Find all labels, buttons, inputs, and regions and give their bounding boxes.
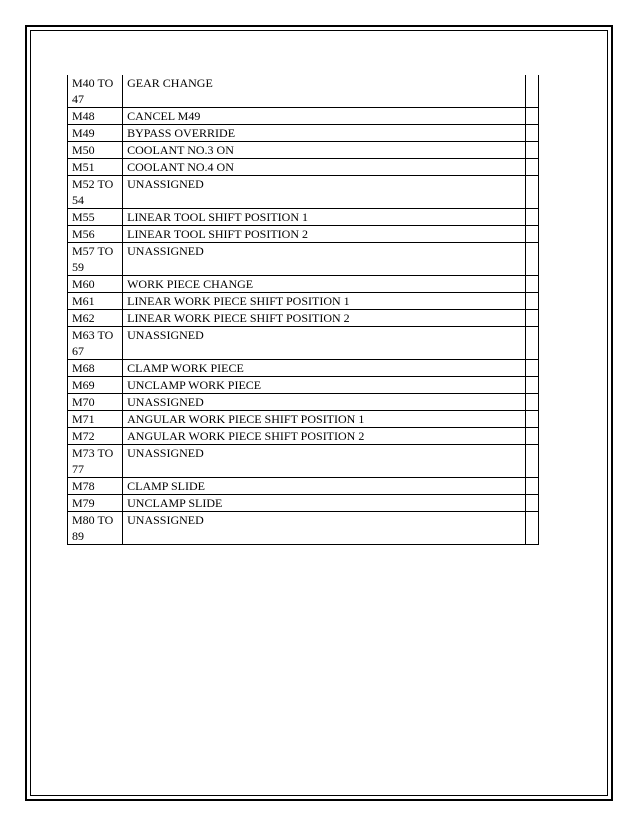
table-row (68, 125, 539, 142)
table-row (68, 75, 539, 108)
description-cell: UNASSIGNED (123, 176, 526, 209)
code-cell: M50 (68, 142, 123, 159)
table-row (68, 176, 539, 209)
blank-cell (525, 411, 538, 428)
description-cell: LINEAR TOOL SHIFT POSITION 1 (123, 209, 526, 226)
description-cell: CLAMP WORK PIECE (123, 360, 526, 377)
m-code-table (67, 75, 539, 545)
description-cell: COOLANT NO.3 ON (123, 142, 526, 159)
description-cell: CANCEL M49 (123, 108, 526, 125)
table-row (68, 327, 539, 360)
blank-cell (525, 445, 538, 478)
code-cell: M40 TO 47 (68, 75, 123, 108)
table-row (68, 512, 539, 545)
description-cell: UNASSIGNED (123, 445, 526, 478)
blank-cell (525, 428, 538, 445)
table-row (68, 428, 539, 445)
blank-cell (525, 125, 538, 142)
code-cell: M72 (68, 428, 123, 445)
code-cell: M69 (68, 377, 123, 394)
description-cell: UNCLAMP WORK PIECE (123, 377, 526, 394)
blank-cell (525, 176, 538, 209)
code-cell: M61 (68, 293, 123, 310)
blank-cell (525, 360, 538, 377)
table-row (68, 108, 539, 125)
blank-cell (525, 293, 538, 310)
blank-cell (525, 108, 538, 125)
m-code-table-body (68, 75, 539, 545)
blank-cell (525, 377, 538, 394)
description-cell: UNASSIGNED (123, 512, 526, 545)
blank-cell (525, 276, 538, 293)
code-cell: M56 (68, 226, 123, 243)
table-row (68, 293, 539, 310)
blank-cell (525, 327, 538, 360)
description-cell: LINEAR TOOL SHIFT POSITION 2 (123, 226, 526, 243)
code-cell: M63 TO 67 (68, 327, 123, 360)
code-cell: M49 (68, 125, 123, 142)
blank-cell (525, 243, 538, 276)
blank-cell (525, 478, 538, 495)
description-cell: UNCLAMP SLIDE (123, 495, 526, 512)
code-cell: M57 TO 59 (68, 243, 123, 276)
blank-cell (525, 159, 538, 176)
table-row (68, 226, 539, 243)
description-cell: ANGULAR WORK PIECE SHIFT POSITION 2 (123, 428, 526, 445)
table-row (68, 411, 539, 428)
code-cell: M80 TO 89 (68, 512, 123, 545)
blank-cell (525, 512, 538, 545)
table-row (68, 445, 539, 478)
description-cell: UNASSIGNED (123, 327, 526, 360)
table-row (68, 478, 539, 495)
code-cell: M52 TO 54 (68, 176, 123, 209)
description-cell: LINEAR WORK PIECE SHIFT POSITION 2 (123, 310, 526, 327)
description-cell: LINEAR WORK PIECE SHIFT POSITION 1 (123, 293, 526, 310)
blank-cell (525, 75, 538, 108)
code-cell: M62 (68, 310, 123, 327)
table-row (68, 310, 539, 327)
description-cell: ANGULAR WORK PIECE SHIFT POSITION 1 (123, 411, 526, 428)
code-cell: M48 (68, 108, 123, 125)
table-row (68, 495, 539, 512)
table-row (68, 159, 539, 176)
blank-cell (525, 209, 538, 226)
blank-cell (525, 495, 538, 512)
description-cell: UNASSIGNED (123, 243, 526, 276)
code-cell: M68 (68, 360, 123, 377)
table-row (68, 394, 539, 411)
description-cell: COOLANT NO.4 ON (123, 159, 526, 176)
description-cell: WORK PIECE CHANGE (123, 276, 526, 293)
description-cell: CLAMP SLIDE (123, 478, 526, 495)
table-row (68, 276, 539, 293)
blank-cell (525, 310, 538, 327)
code-cell: M73 TO 77 (68, 445, 123, 478)
code-cell: M79 (68, 495, 123, 512)
table-row (68, 377, 539, 394)
description-cell: BYPASS OVERRIDE (123, 125, 526, 142)
code-cell: M70 (68, 394, 123, 411)
blank-cell (525, 394, 538, 411)
table-row (68, 142, 539, 159)
code-cell: M55 (68, 209, 123, 226)
description-cell: UNASSIGNED (123, 394, 526, 411)
table-row (68, 209, 539, 226)
code-cell: M60 (68, 276, 123, 293)
blank-cell (525, 226, 538, 243)
blank-cell (525, 142, 538, 159)
code-cell: M71 (68, 411, 123, 428)
code-cell: M78 (68, 478, 123, 495)
table-row (68, 360, 539, 377)
description-cell: GEAR CHANGE (123, 75, 526, 108)
table-row (68, 243, 539, 276)
code-cell: M51 (68, 159, 123, 176)
